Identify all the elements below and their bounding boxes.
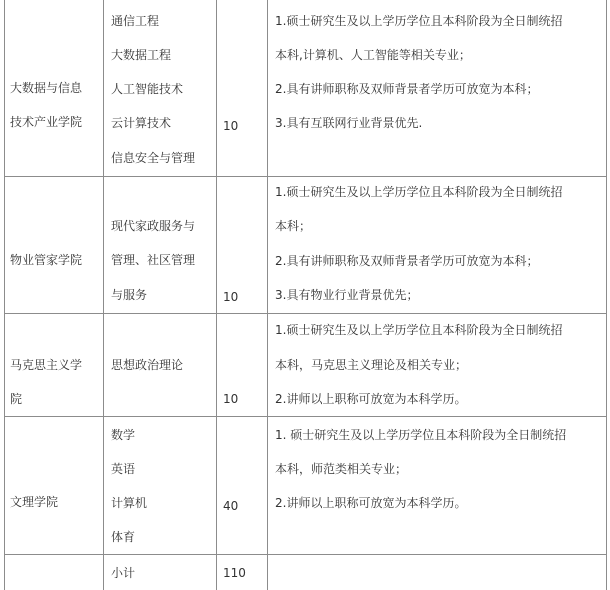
requirement-line: 2.具有讲师职称及双师背景者学历可放宽为本科； <box>275 254 539 268</box>
requirement-line: 2.讲师以上职称可放宽为本科学历。 <box>275 496 467 510</box>
major-name: 大数据工程 <box>111 48 172 62</box>
headcount: 10 <box>223 119 239 133</box>
major-name: 管理、社区管理 <box>111 253 196 267</box>
requirement-line: 本科，马克思主义理论及相关专业； <box>275 358 468 372</box>
college-name-line: 技术产业学院 <box>10 115 83 129</box>
major-name: 信息安全与管理 <box>111 151 196 165</box>
major-name: 计算机 <box>111 496 148 510</box>
column-divider <box>4 0 5 590</box>
subtotal-label: 小计 <box>111 566 136 580</box>
college-name-line: 文理学院 <box>10 495 59 509</box>
college-name-line: 大数据与信息 <box>10 81 83 95</box>
column-divider <box>267 0 268 590</box>
requirement-line: 2.讲师以上职称可放宽为本科学历。 <box>275 392 467 406</box>
requirement-line: 1. 硕士研究生及以上学历学位且本科阶段为全日制统招 <box>275 428 567 442</box>
subtotal-count: 110 <box>223 566 246 580</box>
major-name: 与服务 <box>111 288 148 302</box>
row-divider <box>4 416 607 417</box>
major-name: 体育 <box>111 530 136 544</box>
requirement-line: 3.具有互联网行业背景优先. <box>275 116 423 130</box>
major-name: 云计算技术 <box>111 116 172 130</box>
college-name-line: 院 <box>10 392 23 406</box>
row-divider <box>4 554 607 555</box>
requirement-line: 1.硕士研究生及以上学历学位且本科阶段为全日制统招 <box>275 14 563 28</box>
major-name: 英语 <box>111 462 136 476</box>
headcount: 40 <box>223 499 239 513</box>
major-name: 人工智能技术 <box>111 82 184 96</box>
requirement-line: 1.硕士研究生及以上学历学位且本科阶段为全日制统招 <box>275 323 563 337</box>
major-name: 思想政治理论 <box>111 358 184 372</box>
major-name: 现代家政服务与 <box>111 219 196 233</box>
major-name: 通信工程 <box>111 14 160 28</box>
requirement-line: 本科； <box>275 219 312 233</box>
row-divider <box>4 176 607 177</box>
requirement-line: 本科,计算机、人工智能等相关专业； <box>275 48 471 62</box>
major-name: 数学 <box>111 428 136 442</box>
column-divider <box>103 0 104 590</box>
row-divider <box>4 313 607 314</box>
requirement-line: 1.硕士研究生及以上学历学位且本科阶段为全日制统招 <box>275 185 563 199</box>
college-name-line: 物业管家学院 <box>10 253 83 267</box>
requirement-line: 2.具有讲师职称及双师背景者学历可放宽为本科； <box>275 82 539 96</box>
column-divider <box>606 0 607 590</box>
headcount: 10 <box>223 290 239 304</box>
college-name-line: 马克思主义学 <box>10 358 83 372</box>
requirement-line: 本科，师范类相关专业； <box>275 462 408 476</box>
requirement-line: 3.具有物业行业背景优先； <box>275 288 419 302</box>
column-divider <box>216 0 217 590</box>
headcount: 10 <box>223 392 239 406</box>
